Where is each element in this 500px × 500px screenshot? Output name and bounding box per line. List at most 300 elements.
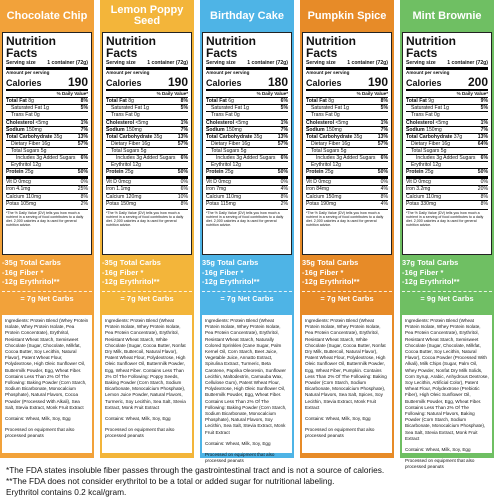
nutrient-row	[306, 147, 388, 154]
vitamin-dv: 0%	[80, 179, 88, 186]
vitamin-label: Calcium	[406, 193, 425, 200]
vitamin-label: Vit D	[406, 179, 417, 186]
vitamin-row	[406, 200, 488, 207]
processing-text: Processed on equipment that also processed peanuts	[305, 427, 375, 439]
vitamin-label: Potas	[306, 200, 320, 207]
total-carbs-line: 35g Total Carbs	[302, 258, 359, 267]
serving-size	[306, 60, 388, 66]
nutrient-dv: 9%	[480, 98, 488, 105]
vitamin-amount: 120mg	[125, 193, 142, 200]
processing-text: Processed on equipment that also processed peanuts	[405, 458, 475, 470]
serving-label: Serving size	[106, 60, 136, 66]
amount-per-serving: Amount per serving	[206, 70, 250, 76]
nutrient-amount: 1g	[43, 105, 49, 112]
nutrient-label: Dietary Fiber	[311, 140, 341, 147]
vitamin-row	[206, 193, 288, 200]
nutrient-row	[6, 97, 88, 104]
vitamin-label: Calcium	[306, 193, 325, 200]
nutrient-dv: 13%	[177, 133, 188, 140]
nutrient-label: Erythritol 12g	[11, 162, 42, 169]
nutrient-amount: 5g	[240, 147, 247, 154]
net-carbs-line: = 7g Net Carbs	[20, 293, 74, 303]
erythritol-kcal-note: Erythritol contains 0.2 kcal/gram.	[6, 487, 127, 497]
nutrient-dv: 57%	[377, 140, 388, 147]
allergen-text: Contains: Wheat, Milk, Soy, Egg	[5, 416, 71, 422]
fiber-line: -16g Fiber *	[402, 267, 444, 277]
vitamin-label: Potas	[206, 200, 220, 207]
flavor-panel	[100, 0, 197, 458]
nutrient-label: Dietary Fiber	[411, 140, 441, 147]
vitamin-dv: 4%	[380, 200, 388, 207]
nutrient-dv: 50%	[77, 169, 88, 176]
vitamin-amount: 105mg	[20, 200, 37, 207]
nutrient-label: Total Fat	[206, 98, 227, 105]
dv-footnote: *The % Daily Value (DV) tells you how much a nutrient in a serving of food contributes to a daily diet. 2,000 calories a day is used for general nutrition advice.	[206, 209, 288, 228]
nutrient-label: Sodium	[206, 126, 225, 133]
nutrient-label: Saturated Fat	[411, 105, 442, 112]
nutrient-dv: 13%	[477, 133, 488, 140]
flavor-title: Chocolate Chip	[6, 9, 88, 22]
nutrient-row	[106, 161, 188, 168]
nutrient-label: Total Sugars	[111, 147, 140, 154]
nutrient-dv: 13%	[277, 133, 288, 140]
flavor-panel	[200, 0, 297, 464]
nutrient-dv: 6%	[280, 98, 288, 105]
serving-label: Serving size	[206, 60, 236, 66]
erythritol-line: -12g Erythritol**	[2, 277, 60, 286]
vitamin-amount: 110mg	[25, 193, 42, 200]
nutrient-row	[406, 133, 488, 140]
vitamin-dv: 8%	[380, 193, 388, 200]
vitamin-label: Potas	[6, 200, 20, 207]
processing-text: Processed on equipment that also processed peanuts	[5, 427, 75, 439]
nutrient-row	[106, 154, 188, 161]
nutrient-label: Cholesterol	[6, 119, 35, 126]
nutrient-row	[306, 154, 388, 161]
nutrient-label: Total Fat	[306, 98, 327, 105]
serving-label: Serving size	[406, 60, 436, 66]
amount-per-serving: Amount per serving	[406, 70, 450, 76]
nutrient-label: Total Sugars	[211, 147, 240, 154]
dv-footnote: *The % Daily Value (DV) tells you how much a nutrient in a serving of food contributes to a daily diet. 2,000 calories a day is used for general nutrition advice.	[306, 209, 388, 228]
dv-footnote: *The % Daily Value (DV) tells you how much a nutrient in a serving of food contributes to a daily diet. 2,000 calories a day is used for general nutrition advice.	[106, 209, 188, 228]
nutrient-dv: 13%	[377, 133, 388, 140]
amount-per-serving: Amount per serving	[106, 70, 150, 76]
nutrient-label: Total Carbohydrate	[106, 133, 153, 140]
serving-value: 1 container (72g)	[147, 60, 188, 66]
calories-label: Calories	[206, 78, 242, 89]
vitamin-amount: 0mcg	[318, 179, 331, 186]
fiber-note: *The FDA states insoluble fiber passes through the gastrointestinal tract and is not a source of calories.	[6, 465, 385, 475]
vitamin-label: Calcium	[6, 193, 25, 200]
nutrient-row	[6, 126, 88, 133]
serving-label: Serving size	[6, 60, 36, 66]
vitamin-label: Vit D	[306, 179, 317, 186]
vitamin-dv: 0%	[280, 179, 288, 186]
nutrient-dv: 5%	[380, 105, 388, 112]
serving-size	[406, 60, 488, 66]
vitamin-dv: 6%	[180, 186, 188, 193]
nutrient-dv: 8%	[180, 98, 188, 105]
nutrient-row	[106, 97, 188, 104]
serving-value: 1 container (72g)	[247, 60, 288, 66]
daily-value-header: % Daily Value*	[256, 91, 288, 97]
nutrient-label: Sodium	[406, 126, 425, 133]
nutrient-row	[306, 97, 388, 104]
daily-value-header: % Daily Value*	[456, 91, 488, 97]
nutrient-row	[6, 161, 88, 168]
nutrient-amount: 1g	[143, 105, 149, 112]
vitamin-row	[306, 193, 388, 200]
fiber-line: -16g Fiber *	[102, 267, 144, 277]
nutrient-amount: 1g	[443, 105, 449, 112]
nutrient-row	[6, 168, 88, 175]
vitamin-dv: 8%	[180, 200, 188, 207]
nutrient-row	[406, 161, 488, 168]
nutrient-label: Saturated Fat	[211, 105, 242, 112]
nutrient-dv: 5%	[80, 105, 88, 112]
net-carbs-line: = 9g Net Carbs	[420, 293, 474, 303]
nutrient-amount: 25g	[224, 169, 234, 176]
nutrient-dv: 8%	[380, 98, 388, 105]
nutrient-row	[206, 126, 288, 133]
nutrient-label: Protein	[106, 169, 124, 176]
calories-label: Calories	[6, 78, 42, 89]
ingredients-box	[302, 315, 392, 453]
nutrition-facts-title: Nutrition Facts	[406, 34, 456, 60]
net-carbs-line: = 7g Net Carbs	[320, 293, 374, 303]
nutrient-dv: 6%	[380, 155, 388, 162]
nutrient-dv: 50%	[277, 169, 288, 176]
net-carbs-box	[400, 255, 494, 315]
serving-value: 1 container (72g)	[447, 60, 488, 66]
nutrient-label: Includes 3g Added Sugars	[216, 155, 276, 162]
vitamin-dv: 25%	[77, 186, 88, 193]
nutrient-label: Protein	[306, 169, 324, 176]
dv-footnote: *The % Daily Value (DV) tells you how much a nutrient in a serving of food contributes to a daily diet. 2,000 calories a day is used for general nutrition advice.	[6, 209, 88, 228]
vitamin-amount: 0mcg	[218, 179, 231, 186]
vitamin-row	[106, 185, 188, 192]
vitamin-amount: 4.1mg	[16, 186, 31, 193]
calories-value: 190	[67, 75, 88, 90]
daily-value-header: % Daily Value*	[356, 91, 388, 97]
nutrition-facts-title: Nutrition Facts	[306, 34, 356, 60]
flavor-panel	[0, 0, 97, 458]
ingredients-text: Ingredients: Protein Blend (Wheat Protein Isolate, Whey Protein Isolate, Pea Protein Concentrate), Erythritol, Resistant Wheat Starch, Naturally Colored Sprinkles (Cane Sugar, Palm Kernel Oil, Corn Starch, Beet Juice, Vegetable Juice, Annatto Extract, Spirulina Extract, Turmeric, Beta Carotene, Paprika Oleoresin, Sunflower Lecithin, Maltodextrin, Carnauba Wax, Cellulose Gum), Patent Wheat Flour, Polydextrose, High Oleic Sunflower Oil, Buttermilk Powder, Egg, Wheat Fiber. Contains Less Than 2% Of The Following: Baking Powder (Corn Starch, Sodium Bicarbonate, Monocalcium Phosphate), Natural Flavors, Soy Lecithin, Sea Salt, Stevia Extract, Monk Fruit Extract	[205, 318, 287, 435]
nutrient-label: Trans Fat 0g	[111, 112, 140, 119]
nutrient-row	[206, 133, 288, 140]
calories-label: Calories	[106, 78, 142, 89]
nutrient-dv: 1%	[180, 119, 188, 126]
nutrient-label: Protein	[206, 169, 224, 176]
erythritol-line: -12g Erythritol**	[302, 277, 360, 286]
nutrient-label: Total Carbohydrate	[206, 133, 253, 140]
nutrient-row	[6, 104, 88, 111]
flavor-title: Pumpkin Spice	[307, 9, 387, 22]
nutrient-amount: 25g	[324, 169, 334, 176]
vitamin-label: Vit D	[6, 179, 17, 186]
vitamin-label: Iron	[306, 186, 315, 193]
calories-row	[6, 76, 88, 88]
vitamin-dv: 8%	[480, 193, 488, 200]
vitamin-label: Vit D	[206, 179, 217, 186]
nutrient-row	[406, 119, 488, 126]
vitamin-label: Iron	[206, 186, 215, 193]
processing-text: Processed on equipment that also processed peanuts	[105, 427, 175, 439]
nutrient-label: Saturated Fat	[111, 105, 142, 112]
calories-row	[206, 76, 288, 88]
calories-value: 190	[367, 75, 388, 90]
nutrient-amount: <5mg	[135, 119, 149, 126]
vitamin-amount: 150mg	[325, 193, 342, 200]
nutrient-label: Sodium	[306, 126, 325, 133]
net-carbs-box	[200, 255, 294, 315]
nutrient-row	[306, 168, 388, 175]
nutrient-row	[406, 111, 488, 118]
nutrient-label: Includes 3g Added Sugars	[16, 155, 76, 162]
nutrient-label: Saturated Fat	[311, 105, 342, 112]
nutrient-amount: 5g	[140, 147, 147, 154]
vitamin-row	[306, 185, 388, 192]
nutrient-dv: 7%	[80, 126, 88, 133]
vitamin-label: Iron	[106, 186, 115, 193]
nutrient-row	[306, 111, 388, 118]
nutrient-row	[6, 111, 88, 118]
calories-label: Calories	[306, 78, 342, 89]
net-carbs-box	[100, 255, 194, 315]
nutrient-row	[306, 133, 388, 140]
nutrient-label: Total Carbohydrate	[406, 133, 453, 140]
nutrient-amount: 150mg	[226, 126, 242, 133]
calories-label: Calories	[406, 78, 442, 89]
nutrient-amount: 150mg	[326, 126, 342, 133]
vitamin-row	[406, 193, 488, 200]
nutrient-amount: <5mg	[35, 119, 49, 126]
nutrient-label: Total Sugars	[11, 147, 40, 154]
nutrient-row	[406, 140, 488, 147]
nutrient-row	[406, 97, 488, 104]
erythritol-line: -12g Erythritol**	[102, 277, 160, 286]
vitamin-row	[6, 185, 88, 192]
nutrient-row	[106, 119, 188, 126]
calories-value: 200	[467, 75, 488, 90]
nutrient-row	[306, 119, 388, 126]
vitamin-dv: 8%	[480, 200, 488, 207]
vitamin-dv: 20%	[477, 186, 488, 193]
nutrient-row	[206, 104, 288, 111]
erythritol-note: **The FDA does not consider erythritol to be a total or added sugar for nutritional labeling.	[6, 476, 335, 486]
vitamin-row	[206, 185, 288, 192]
nutrient-dv: 5%	[280, 105, 288, 112]
calories-value: 190	[167, 75, 188, 90]
nutrient-row	[206, 97, 288, 104]
nutrition-facts-title: Nutrition Facts	[6, 34, 56, 60]
nutrient-label: Erythritol 12g	[411, 162, 442, 169]
nutrient-dv: 5%	[180, 105, 188, 112]
fiber-line: -16g Fiber *	[302, 267, 344, 277]
allergen-text: Contains: Wheat, Milk, Soy, Egg	[405, 447, 471, 453]
vitamin-row	[106, 200, 188, 207]
flavor-panel	[400, 0, 497, 470]
ingredients-text: Ingredients: Protein Blend (Wheat Protein Isolate, Whey Protein Isolate, Pea Protein Concentrate), Erythritol, Resistant Wheat Starch, White Chocolate (Sugar, Cocoa Butter, Nonfat Dry Milk, Buttercoil, Natural Flavor), Patent Wheat Flour, Polydextrose, High Oleic Sunflower Oil, Buttermilk Powder, Egg, Wheat Fiber. Contains Less Than 2% Of The Following: Poppy Seeds, Baking Powder (Corn Starch, Sodium Bicarbonate, Monocalcium Phosphate), Lemon Juice Powder, Natural Flavors, Turmeric, Soy Lecithin, Sea Salt, Stevia Extract, Monk Fruit Extract	[105, 318, 186, 410]
nutrient-row	[106, 104, 188, 111]
ingredients-text: Ingredients: Protein Blend (Whey Protein Isolate, Whey Protein Isolate, Pea Protein Concentrate), Erythritol, Resistant Wheat Starch, Semisweet Chocolate (Sugar, Chocolate, Milkfat, Cocoa Butter, Soy Lecithin, Natural Flavor), Patent Wheat Flour, Polydextrose, High Oleic Sunflower Oil, Buttermilk Powder, Egg, Wheat Fiber. Contains Less Than 2% Of The Following: Baking Powder (Corn Starch, Sodium Bicarbonate, Monocalcium Phosphate), Natural Flavors, Cocoa Powder (Processed With Alkali), Sea Salt, Stevia Extract, Monk Fruit Extract	[5, 318, 89, 410]
vitamin-amount: 1.1mg	[116, 186, 131, 193]
nutrient-dv: 13%	[77, 133, 88, 140]
net-carbs-line: = 7g Net Carbs	[120, 293, 174, 303]
vitamin-row	[406, 185, 488, 192]
nutrient-amount: 150mg	[126, 126, 142, 133]
vitamin-label: Iron	[6, 186, 15, 193]
nutrient-row	[6, 140, 88, 147]
nutrient-dv: 64%	[477, 140, 488, 147]
nutrient-label: Sodium	[106, 126, 125, 133]
vitamin-dv: 8%	[280, 193, 288, 200]
nutrient-dv: 1%	[280, 119, 288, 126]
total-carbs-line: -35g Total Carbs	[102, 258, 161, 267]
nutrient-amount: 16g	[141, 140, 151, 147]
allergen-text: Contains: Wheat, Milk, Soy, Egg	[105, 416, 171, 422]
flavor-title: Birthday Cake	[210, 9, 284, 22]
serving-value: 1 container (72g)	[47, 60, 88, 66]
nutrient-amount: 5g	[440, 147, 447, 154]
allergen-text: Contains: Wheat, Milk, Soy, Egg	[305, 416, 371, 422]
nutrient-dv: 6%	[80, 155, 88, 162]
nutrient-dv: 57%	[77, 140, 88, 147]
nutrient-label: Protein	[406, 169, 424, 176]
nutrient-label: Sodium	[6, 126, 25, 133]
nutrient-label: Protein	[6, 169, 24, 176]
nutrient-label: Dietary Fiber	[111, 140, 141, 147]
nutrient-dv: 57%	[177, 140, 188, 147]
nutrient-label: Total Sugars	[411, 147, 440, 154]
nutrient-row	[206, 119, 288, 126]
nutrient-dv: 1%	[380, 119, 388, 126]
nutrient-label: Cholesterol	[306, 119, 335, 126]
nutrient-amount: 150mg	[426, 126, 442, 133]
calories-row	[306, 76, 388, 88]
nutrient-dv: 6%	[480, 155, 488, 162]
vitamin-row	[6, 200, 88, 207]
nutrient-amount: 16g	[341, 140, 351, 147]
nutrient-row	[306, 104, 388, 111]
amount-per-serving: Amount per serving	[6, 70, 50, 76]
nutrient-amount: 150mg	[26, 126, 42, 133]
nutrient-label: Cholesterol	[106, 119, 135, 126]
vitamin-dv: 2%	[80, 200, 88, 207]
erythritol-line: -12g Erythritol**	[402, 277, 460, 286]
nutrient-row	[406, 104, 488, 111]
nutrient-label: Cholesterol	[206, 119, 235, 126]
nutrient-amount: 25g	[424, 169, 434, 176]
ingredients-box	[2, 315, 92, 453]
fiber-line: -16g Fiber *	[202, 267, 244, 277]
nutrient-row	[406, 147, 488, 154]
nutrition-facts-label	[202, 32, 292, 255]
nutrient-label: Total Fat	[6, 98, 27, 105]
nutrient-amount: 35g	[253, 133, 263, 140]
nutrient-dv: 6%	[280, 155, 288, 162]
flavor-panel	[300, 0, 397, 458]
nutrient-label: Saturated Fat	[11, 105, 42, 112]
nutrient-dv: 6%	[180, 155, 188, 162]
daily-value-header: % Daily Value*	[56, 91, 88, 97]
nutrient-amount: <5mg	[235, 119, 249, 126]
vitamin-amount: 84mg	[316, 186, 329, 193]
daily-value-header: % Daily Value*	[156, 91, 188, 97]
vitamin-amount: 0mcg	[118, 179, 131, 186]
vitamin-dv: 0%	[180, 179, 188, 186]
total-carbs-line: 37g Total Carbs	[402, 258, 459, 267]
nutrient-label: Trans Fat 0g	[211, 112, 240, 119]
nutrient-label: Erythritol 12g	[311, 162, 342, 169]
nutrient-dv: 7%	[480, 126, 488, 133]
nutrient-amount: 8g	[128, 98, 134, 105]
vitamin-row	[106, 193, 188, 200]
nutrient-amount: 8g	[328, 98, 334, 105]
nutrient-label: Trans Fat 0g	[411, 112, 440, 119]
nutrient-amount: 5g	[340, 147, 347, 154]
vitamin-amount: 7mg	[216, 186, 227, 193]
serving-label: Serving size	[306, 60, 336, 66]
nutrient-dv: 1%	[80, 119, 88, 126]
nutrient-amount: 16g	[441, 140, 451, 147]
vitamin-dv: 0%	[480, 179, 488, 186]
nutrient-label: Total Carbohydrate	[306, 133, 353, 140]
nutrient-label: Total Sugars	[311, 147, 340, 154]
nutrient-amount: 9g	[428, 98, 434, 105]
nutrient-row	[306, 126, 388, 133]
nutrient-amount: 1g	[343, 105, 349, 112]
erythritol-line: -12g Erythritol**	[202, 277, 260, 286]
nutrient-dv: 7%	[280, 126, 288, 133]
nutrient-row	[206, 147, 288, 154]
serving-size	[206, 60, 288, 66]
nutrient-row	[206, 161, 288, 168]
vitamin-row	[206, 200, 288, 207]
ingredients-box	[402, 315, 492, 470]
nutrient-dv: 8%	[80, 98, 88, 105]
nutrition-facts-label	[402, 32, 492, 255]
dv-footnote: *The % Daily Value (DV) tells you how much a nutrient in a serving of food contributes to a daily diet. 2,000 calories a day is used for general nutrition advice.	[406, 209, 488, 228]
vitamin-label: Iron	[406, 186, 415, 193]
vitamin-label: Calcium	[206, 193, 225, 200]
nutrient-row	[6, 147, 88, 154]
nutrient-amount: 8g	[28, 98, 34, 105]
total-carbs-line: -35g Total Carbs	[2, 258, 61, 267]
nutrient-amount: 35g	[353, 133, 363, 140]
serving-value: 1 container (72g)	[347, 60, 388, 66]
nutrient-row	[306, 140, 388, 147]
nutrient-amount: 16g	[41, 140, 51, 147]
flavor-title: Mint Brownie	[412, 9, 482, 22]
vitamin-row	[6, 193, 88, 200]
nutrient-label: Erythritol 12g	[211, 162, 242, 169]
nutrient-label: Dietary Fiber	[211, 140, 241, 147]
nutrient-label: Total Fat	[106, 98, 127, 105]
amount-per-serving: Amount per serving	[306, 70, 350, 76]
nutrient-row	[106, 111, 188, 118]
nutrient-amount: 35g	[53, 133, 63, 140]
calories-row	[106, 76, 188, 88]
nutrition-facts-label	[102, 32, 192, 255]
nutrient-amount: <5mg	[335, 119, 349, 126]
nutrient-label: Cholesterol	[406, 119, 435, 126]
net-carbs-line: = 7g Net Carbs	[220, 293, 274, 303]
nutrient-amount: 6g	[228, 98, 234, 105]
vitamin-dv: 4%	[280, 186, 288, 193]
nutrient-label: Trans Fat 0g	[11, 112, 40, 119]
